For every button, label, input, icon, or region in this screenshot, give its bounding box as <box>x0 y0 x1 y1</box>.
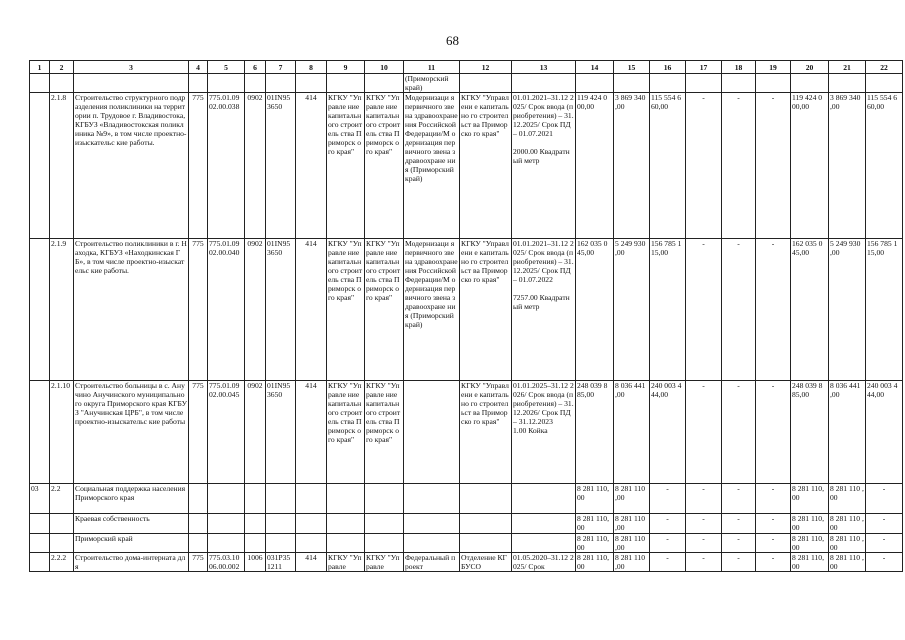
table-cell: - <box>722 381 756 484</box>
table-cell: 775 <box>189 239 208 381</box>
table-cell: - <box>756 514 791 534</box>
table-cell <box>245 484 266 514</box>
column-number-cell: 11 <box>404 61 460 74</box>
table-cell <box>614 74 650 93</box>
table-cell: 0902 <box>245 381 266 484</box>
table-cell: - <box>722 514 756 534</box>
table-cell: 8 281 110, 00 <box>791 534 829 553</box>
table-cell <box>245 74 266 93</box>
table-cell: 031Р35 1211 <box>266 553 296 572</box>
table-cell: 8 281 110, 00 <box>576 534 614 553</box>
table-cell <box>266 484 296 514</box>
table-cell <box>576 74 614 93</box>
table-cell <box>296 534 327 553</box>
column-number-cell: 13 <box>512 61 576 74</box>
table-cell <box>365 514 404 534</box>
table-cell <box>266 534 296 553</box>
table-cell: 119 424 0 00,00 <box>791 93 829 239</box>
table-cell: 248 039 8 85,00 <box>791 381 829 484</box>
table-cell: 119 424 0 00,00 <box>576 93 614 239</box>
table-cell: 8 281 110, 00 <box>576 514 614 534</box>
table-cell: КГКУ "Управлени е капитально го строительст ва Приморско го края" <box>460 93 512 239</box>
table-cell: 775.01.09 02.00.038 <box>208 93 245 239</box>
table-cell <box>30 514 50 534</box>
table-cell: (Приморский край) <box>404 74 460 93</box>
table-cell: 775 <box>189 381 208 484</box>
table-cell: - <box>866 484 903 514</box>
table-cell: 162 035 0 45,00 <box>791 239 829 381</box>
column-number-cell: 5 <box>208 61 245 74</box>
table-row <box>30 553 903 572</box>
table-cell: Модернизаци я первичного звена здравоохране ния Российской Федерации/М одернизация первичного звена здравоохране ния (Приморский край) <box>404 239 460 381</box>
table-cell: 414 <box>296 381 327 484</box>
table-cell <box>722 74 756 93</box>
table-cell: КГКУ "Управле ние капитальн ого строитель ства Приморск ого края" <box>327 239 365 381</box>
table-cell <box>208 74 245 93</box>
column-number-cell: 8 <box>296 61 327 74</box>
table-cell <box>327 534 365 553</box>
table-cell: - <box>866 553 903 572</box>
table-row <box>30 239 903 381</box>
table-cell: 775.01.09 02.00.040 <box>208 239 245 381</box>
column-number-cell: 3 <box>74 61 189 74</box>
table-cell: - <box>650 514 686 534</box>
column-number-cell: 10 <box>365 61 404 74</box>
table-cell: Строительство поликлиники в г. Находка, КГБУЗ «Находкинская ГБ», в том числе проектно-изыскательс кие работы. <box>74 239 189 381</box>
table-cell: - <box>686 514 722 534</box>
table-cell: 8 036 441 ,00 <box>614 381 650 484</box>
table-cell: 8 281 110 ,00 <box>614 514 650 534</box>
table-cell <box>460 484 512 514</box>
column-number-cell: 18 <box>722 61 756 74</box>
table-cell: 8 281 110 ,00 <box>830 514 864 532</box>
table-cell <box>245 534 266 553</box>
table-cell: 414 <box>296 239 327 381</box>
table-cell <box>189 74 208 93</box>
table-cell: - <box>650 553 686 572</box>
table-cell: 115 554 6 60,00 <box>866 93 903 239</box>
table-cell: 0902 <box>245 93 266 239</box>
table-cell: 414 <box>296 553 327 572</box>
table-row <box>30 534 903 553</box>
table-cell: КГКУ "Управле ние капитальн ого строитель ства Приморск ого края" <box>365 239 404 381</box>
table-cell: КГКУ "Управле ние капитальн ого строитель ства Приморск ого края" <box>365 93 404 239</box>
table-cell: 8 281 110 ,00 <box>830 553 864 571</box>
table-cell: - <box>756 239 791 381</box>
table-cell: 156 785 1 15,00 <box>650 239 686 381</box>
table-cell: 3 869 340 ,00 <box>829 93 866 239</box>
table-cell: 8 281 110, 00 <box>576 553 614 572</box>
table-cell: - <box>866 514 903 534</box>
column-number-cell: 12 <box>460 61 512 74</box>
table-row <box>30 381 903 484</box>
table-cell: КГКУ "Управле ние капитальн ого строитель ства Приморск ого края" <box>327 381 365 484</box>
table-cell: Краевая собственность <box>74 514 189 534</box>
table-cell: 2.1.9 <box>50 239 74 381</box>
table-cell: 240 003 4 44,00 <box>650 381 686 484</box>
table-cell: 775 <box>189 93 208 239</box>
table-cell <box>189 514 208 534</box>
table-cell <box>74 74 189 93</box>
column-number-cell: 4 <box>189 61 208 74</box>
table-cell <box>189 484 208 514</box>
table-cell: 8 281 110, 00 <box>791 484 829 514</box>
table-cell: - <box>722 553 756 572</box>
table-cell: - <box>686 93 722 239</box>
table-cell <box>512 534 576 553</box>
table-cell <box>327 484 365 514</box>
column-number-cell: 2 <box>50 61 74 74</box>
table-cell: - <box>756 484 791 514</box>
table-cell: - <box>686 381 722 484</box>
table-cell: 2.1.10 <box>50 381 74 484</box>
table-cell <box>208 484 245 514</box>
table-cell <box>327 514 365 534</box>
table-cell: - <box>650 534 686 553</box>
column-number-cell: 1 <box>30 61 50 74</box>
column-number-cell: 6 <box>245 61 266 74</box>
table-cell <box>208 534 245 553</box>
table-cell: 8 281 110 ,00 <box>614 484 650 514</box>
budget-table <box>29 60 903 572</box>
table-cell: 8 281 110, 00 <box>576 484 614 514</box>
table-cell <box>296 484 327 514</box>
column-number-cell: 14 <box>576 61 614 74</box>
table-cell <box>30 534 50 553</box>
table-cell <box>404 514 460 534</box>
table-cell: 5 249 930 ,00 <box>829 239 866 381</box>
table-cell: 8 281 110 ,00 <box>614 534 650 553</box>
table-cell: - <box>686 534 722 553</box>
table-cell <box>365 74 404 93</box>
table-cell: Отделение КГБУСО <box>460 553 512 572</box>
table-row <box>30 514 903 534</box>
table-cell <box>365 534 404 553</box>
table-cell <box>50 534 74 553</box>
table-cell: 8 036 441 ,00 <box>829 381 866 484</box>
table-cell: 8 281 110 ,00 <box>829 484 866 514</box>
table-row <box>30 484 903 514</box>
table-cell: Модернизаци я первичного звена здравоохране ния Российской Федерации/М одернизация первичного звена здравоохране ния (Приморский край) <box>404 93 460 239</box>
table-cell <box>189 534 208 553</box>
table-cell: - <box>686 484 722 514</box>
table-cell <box>460 514 512 534</box>
table-cell <box>50 514 74 534</box>
table-cell <box>512 484 576 514</box>
table-cell: 2.2 <box>50 484 74 514</box>
table-cell <box>512 514 576 534</box>
column-number-cell: 15 <box>614 61 650 74</box>
table-cell <box>266 74 296 93</box>
table-cell <box>30 239 50 381</box>
table-cell <box>266 514 296 534</box>
table-cell <box>512 74 576 93</box>
column-number-row <box>30 61 903 74</box>
table-cell: 414 <box>296 93 327 239</box>
column-number-cell: 22 <box>866 61 903 74</box>
table-cell: Строительство дома-интерната для <box>74 553 189 572</box>
table-cell <box>686 74 722 93</box>
table-cell <box>30 93 50 239</box>
table-row <box>30 74 903 93</box>
table-cell: КГКУ "Управлени е капитально го строительст ва Приморско го края" <box>460 239 512 381</box>
table-cell <box>829 74 866 93</box>
table-cell: 8 281 110 ,00 <box>614 553 650 572</box>
column-number-cell: 17 <box>686 61 722 74</box>
table-cell: КГКУ "Управле ние капитальн ого строитель ства Приморск ого края" <box>365 381 404 484</box>
table-cell: 775.01.09 02.00.045 <box>208 381 245 484</box>
table-cell: - <box>756 93 791 239</box>
table-cell: 8 281 110, 00 <box>791 514 829 534</box>
table-row <box>30 93 903 239</box>
page-number: 68 <box>446 33 459 48</box>
column-number-cell: 21 <box>829 61 866 74</box>
table-cell <box>30 381 50 484</box>
table-cell: 2.1.8 <box>50 93 74 239</box>
table-cell: 01.01.2025–31.12 2026/ Срок ввода (приобретения) – 31.12.2026/ Срок ПД – 31.12.2023 1.00 Койка <box>512 381 576 484</box>
table-cell: 162 035 0 45,00 <box>576 239 614 381</box>
table-cell: - <box>722 93 756 239</box>
table-cell: 775.03.10 06.00.002 <box>208 553 245 572</box>
table-cell: - <box>756 534 791 553</box>
table-cell <box>30 553 50 572</box>
column-number-cell: 9 <box>327 61 365 74</box>
table-cell: 8 281 110 ,00 <box>830 534 864 552</box>
table-cell: 01.05.2020–31.12 2025/ Срок <box>513 553 574 571</box>
table-cell: 01IN95 3650 <box>266 381 296 484</box>
table-cell: 03 <box>30 484 50 514</box>
table-cell: 01IN95 3650 <box>266 239 296 381</box>
table-cell <box>460 74 512 93</box>
table-cell: - <box>756 381 791 484</box>
table-cell: КГКУ "Управле <box>327 553 365 572</box>
table-cell: Социальная поддержка населения Приморского края <box>74 484 189 514</box>
table-cell: 240 003 4 44,00 <box>866 381 903 484</box>
table-cell: 775 <box>189 553 208 572</box>
table-cell: 5 249 930 ,00 <box>614 239 650 381</box>
table-cell <box>208 514 245 534</box>
table-cell <box>296 514 327 534</box>
table-cell: - <box>686 553 722 572</box>
table-cell: Приморский край <box>74 534 189 553</box>
table-cell: - <box>722 534 756 553</box>
table-cell: 01.01.2021–31.12 2025/ Срок ввода (приобретения) – 31.12.2025/ Срок ПД – 01.07.2021 2000.00 Квадратный метр <box>512 93 576 239</box>
table-cell <box>404 534 460 553</box>
table-cell: 8 281 110, 00 <box>791 553 829 572</box>
table-cell: - <box>756 553 791 572</box>
table-cell: КГКУ "Управлени е капитально го строительст ва Приморско го края" <box>460 381 512 484</box>
column-number-cell: 7 <box>266 61 296 74</box>
column-number-cell: 16 <box>650 61 686 74</box>
table-cell: - <box>866 534 903 553</box>
table-cell: - <box>722 239 756 381</box>
table-cell <box>50 74 74 93</box>
table-cell: КГКУ "Управле <box>365 553 404 572</box>
table-cell <box>650 74 686 93</box>
table-cell: Строительство структурного подразделения поликлиники на территории п. Трудовое г. Владивостока, КГБУЗ «Владивостокская поликлиника №9», в том числе проектно-изыскательс кие работы. <box>74 93 189 239</box>
column-number-cell: 19 <box>756 61 791 74</box>
table-cell: 1006 <box>245 553 266 572</box>
table-cell: 3 869 340 ,00 <box>614 93 650 239</box>
table-cell: Федеральный проект <box>404 553 460 572</box>
table-cell <box>327 74 365 93</box>
table-cell <box>404 381 460 484</box>
table-cell: 156 785 1 15,00 <box>866 239 903 381</box>
table-cell <box>756 74 791 93</box>
table-cell: КГКУ "Управле ние капитальн ого строитель ства Приморск ого края" <box>327 93 365 239</box>
table-cell: 248 039 8 85,00 <box>576 381 614 484</box>
table-cell <box>866 74 903 93</box>
table-cell: 01.01.2021–31.12 2025/ Срок ввода (приобретения) – 31.12.2025/ Срок ПД – 01.07.2022 7257.00 Квадратный метр <box>512 239 576 381</box>
table-cell <box>460 534 512 553</box>
table-cell: Строительство больницы в с. Анучино Анучинского муниципального округа Приморского края КГБУЗ "Анучинская ЦРБ", в том числе проектно-изыскательс кие работы <box>74 381 189 484</box>
table-cell: 115 554 6 60,00 <box>650 93 686 239</box>
table-cell: 0902 <box>245 239 266 381</box>
column-number-cell: 20 <box>791 61 829 74</box>
table-cell <box>404 484 460 514</box>
table-cell: 2.2.2 <box>50 553 74 572</box>
table-cell: - <box>722 484 756 514</box>
table-cell <box>245 514 266 534</box>
table-cell: 01IN95 3650 <box>266 93 296 239</box>
table-cell <box>791 74 829 93</box>
table-cell <box>365 484 404 514</box>
table-cell: - <box>650 484 686 514</box>
table-cell: - <box>686 239 722 381</box>
table-cell <box>296 74 327 93</box>
table-cell <box>30 74 50 93</box>
